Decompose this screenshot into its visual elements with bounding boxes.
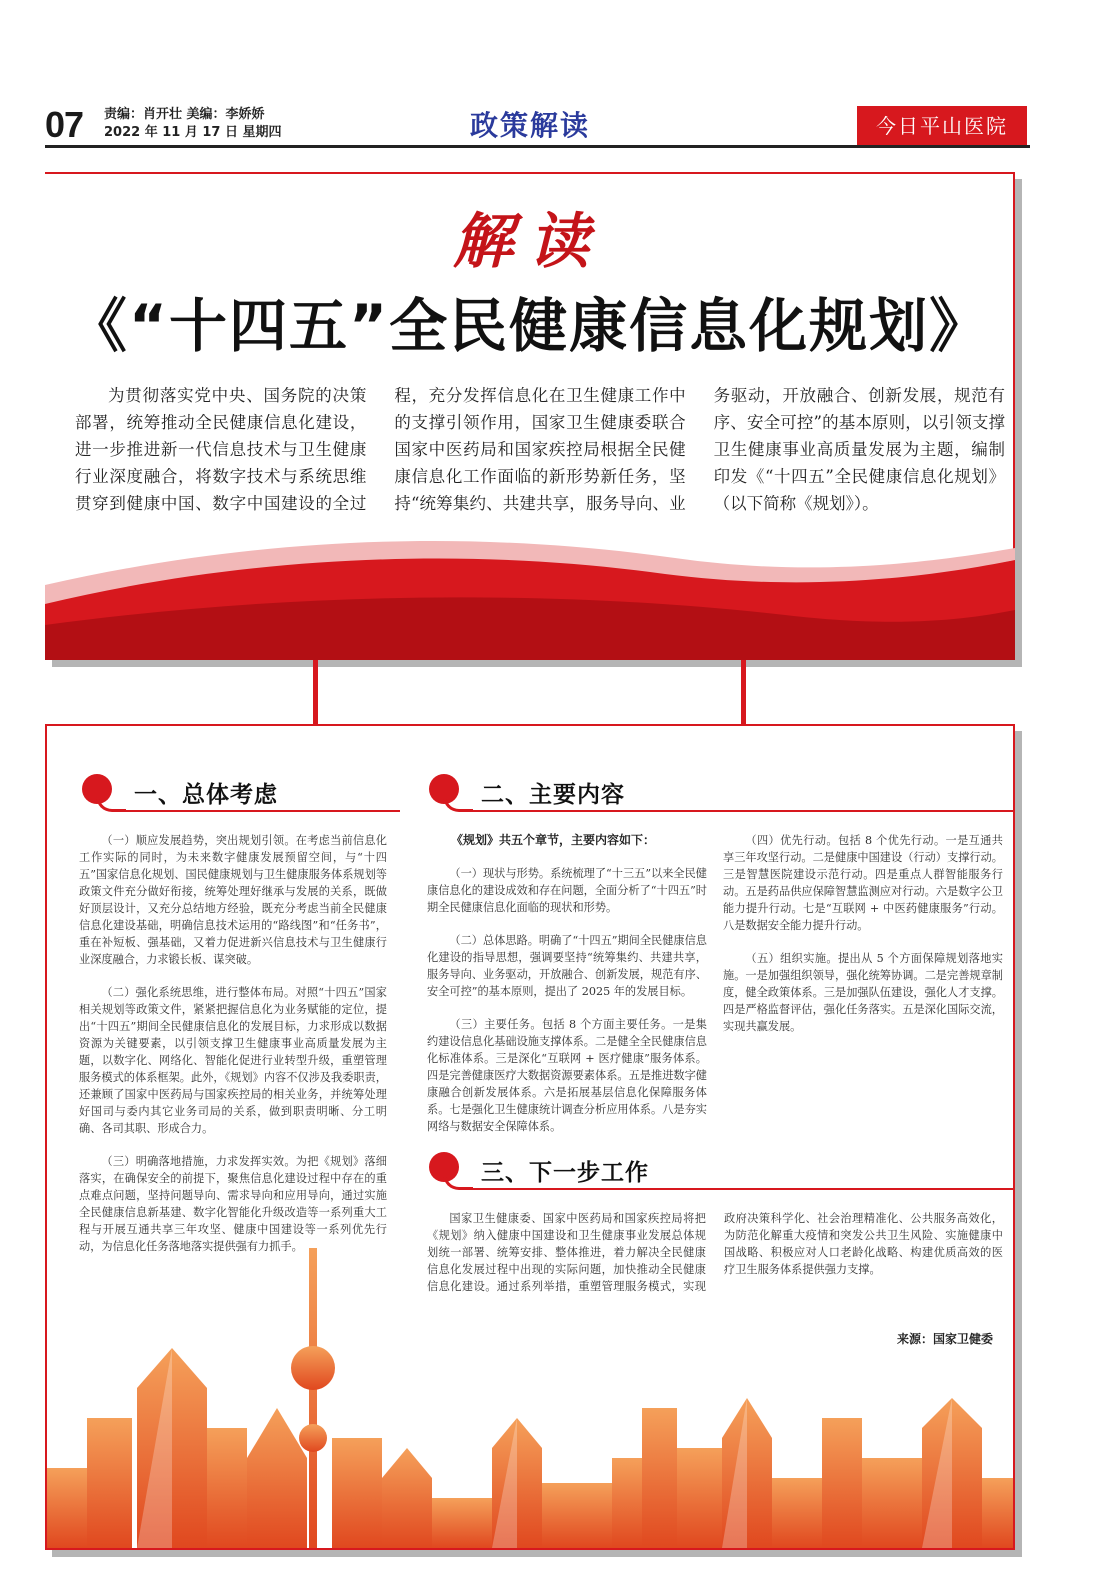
editor-line: 责编：肖开壮 美编：李娇娇 xyxy=(104,107,265,122)
section-hook-icon xyxy=(96,782,126,812)
section-header-1 xyxy=(82,774,382,820)
section-title-2: 二、主要内容 xyxy=(481,782,625,808)
paragraph: （四）优先行动。包括 8 个优先行动。一是互通共享三年攻坚行动。二是健康中国建设（行动）支撑行动。三是智慧医院建设示范行动。四是重点人群智能服务行动。五是药品供应保障智慧监测应对行动。六是数字公卫能力提升行动。七是“互联网 + 中医药健康服务”行动。八是数据安全能力提升行动。 xyxy=(723,834,1003,932)
editor-info xyxy=(104,106,282,142)
paragraph: （一）顺应发展趋势，突出规划引领。在考虑当前信息化工作实际的同时，为未来数字健康发展预留空间，与“十四五”国家信息化规划、国民健康规划与卫生健康服务体系规划等政策文件充分做好衔接，统筹处理好继承与发展的关系，既做好顶层设计，又充分总结地方经验，既充分考虑当前全民健康信息化建设基础，明确信息技术运用的“路线图”和“任务书”，重在补短板、强基础，又着力促进新兴信息技术与卫生健康行业深度融合，力求锻长板、谋突破。 xyxy=(79,834,387,966)
section-header-3 xyxy=(429,1152,1015,1198)
date-line: 2022 年 11 月 17 日 星期四 xyxy=(104,125,282,140)
paragraph: （二）强化系统思维，进行整体布局。对照“十四五”国家相关规划等政策文件，紧紧把握信息化为业务赋能的定位，提出“十四五”期间全民健康信息化的发展目标，力求形成以数据资源为关键要素，以引领支撑卫生健康事业高质量发展为主题，以数字化、网络化、智能化促进行业转型升级，重塑管理服务模式的体系框架。此外，《规划》内容不仅涉及我委职责，还兼顾了国家中医药局与国家疾控局的相关业务，并统筹处理好国司与委内其它业务司局的关系，做到职责明晰、分工明确、各司其职、形成合力。 xyxy=(79,986,387,1135)
paragraph: （一）现状与形势。系统梳理了“十三五”以来全民健康信息化的建设成效和存在问题，全面分析了“十四五”时期全民健康信息化面临的现状和形势。 xyxy=(427,867,707,914)
content-panel xyxy=(45,724,1015,1550)
intro-paragraph: 为贯彻落实党中央、国务院的决策部署，统筹推动全民健康信息化建设，进一步推进新一代信息技术与卫生健康行业深度融合，将数字技术与系统思维贯穿到健康中国、数字中国建设的全过程，充分发挥信息化在卫生健康工作中的支撑引领作用，国家卫生健康委联合国家中医药局和国家疾控局根据全民健康信息化工作面临的新形势新任务，坚持“统筹集约、共建共享，服务导向、业务驱动，开放融合、创新发展，规范有序、安全可控”的基本原则，以引领支撑卫生健康事业高质量发展为主题，编制印发《“十四五”全民健康信息化规划》（以下简称《规划》）。 xyxy=(75,386,1005,513)
section-rule xyxy=(467,1188,1015,1190)
header-rule xyxy=(45,145,1030,148)
feature-intro xyxy=(75,382,1005,517)
section-title-3: 三、下一步工作 xyxy=(481,1160,649,1186)
newspaper-brand: 今日平山医院 xyxy=(857,106,1027,146)
section-hook-icon xyxy=(443,782,473,812)
section-lead: 《规划》共五个章节，主要内容如下： xyxy=(451,833,656,847)
feature-kicker: 解读 xyxy=(453,207,605,277)
section-title: 政策解读 xyxy=(470,109,591,142)
feature-headline: 《“十四五”全民健康信息化规划》 xyxy=(68,292,990,360)
paragraph: （三）主要任务。包括 8 个方面主要任务。一是集约建设信息化基础设施支撑体系。二是健全全民健康信息化标准体系。三是深化“互联网 + 医疗健康”服务体系。四是完善健康医疗大数据资源要素体系。五是推进数字健康融合创新发展体系。六是拓展基层信息化保障服务体系。七是强化卫生健康统计调查分析应用体系。八是夯实网络与数据安全保障体系。 xyxy=(427,1018,707,1133)
section-header-2 xyxy=(429,774,1015,820)
paragraph: （三）明确落地措施，力求发挥实效。为把《规划》落细落实，在确保安全的前提下，聚焦信息化建设过程中存在的重点难点问题，坚持问题导向、需求导向和应用导向，通过实施全民健康信息新基建、数字化智能化升级改造等一系列重大工程与开展互通共享三年攻坚、健康中国建设等一系列优先行动，为信息化任务落地落实提供强有力抓手。 xyxy=(79,1155,387,1253)
connector-right xyxy=(741,660,746,724)
paragraph: （二）总体思路。明确了“十四五”期间全民健康信息化建设的指导思想，强调要坚持“统筹集约、共建共享，服务导向、业务驱动，开放融合、创新发展，规范有序、安全可控”的基本原则，提出了 2025 年的发展目标。 xyxy=(427,934,707,998)
paragraph: 国家卫生健康委、国家中医药局和国家疾控局将把《规划》纳入健康中国建设和卫生健康事业发展总体规划统一部署、统筹安排、整体推进，着力解决全民健康信息化发展过程中出现的实际问题，加快推动全民健康信息化建设。通过系列举措，重塑管理服务模式，实现政府决策科学化、社会治理精准化、公共服务高效化，为防范化解重大疫情和突发公共卫生风险、实施健康中国战略、积极应对人口老龄化战略、构建优质高效的医疗卫生服务体系提供强力支撑。 xyxy=(427,1212,1003,1293)
page-number: 07 xyxy=(45,104,84,145)
section-title-1: 一、总体考虑 xyxy=(134,782,278,808)
paragraph: （五）组织实施。提出从 5 个方面保障规划落地实施。一是加强组织领导，强化统筹协调。二是完善规章制度，健全政策体系。三是加强队伍建设，强化人才支撑。四是严格监督评估，强化任务落实。五是深化国际交流，实现共赢发展。 xyxy=(723,952,1003,1033)
section-body-1 xyxy=(79,832,387,1271)
city-skyline-illustration xyxy=(47,1248,1013,1548)
feature-panel xyxy=(45,172,1015,660)
connector-left xyxy=(313,660,318,724)
section-body-2b xyxy=(723,832,1003,1051)
section-rule xyxy=(120,810,400,812)
red-wave-decoration xyxy=(45,530,1015,660)
section-body-2a xyxy=(427,832,707,1151)
section-rule xyxy=(467,810,1015,812)
section-hook-icon xyxy=(443,1160,473,1190)
source-credit: 来源：国家卫健委 xyxy=(897,1332,994,1346)
